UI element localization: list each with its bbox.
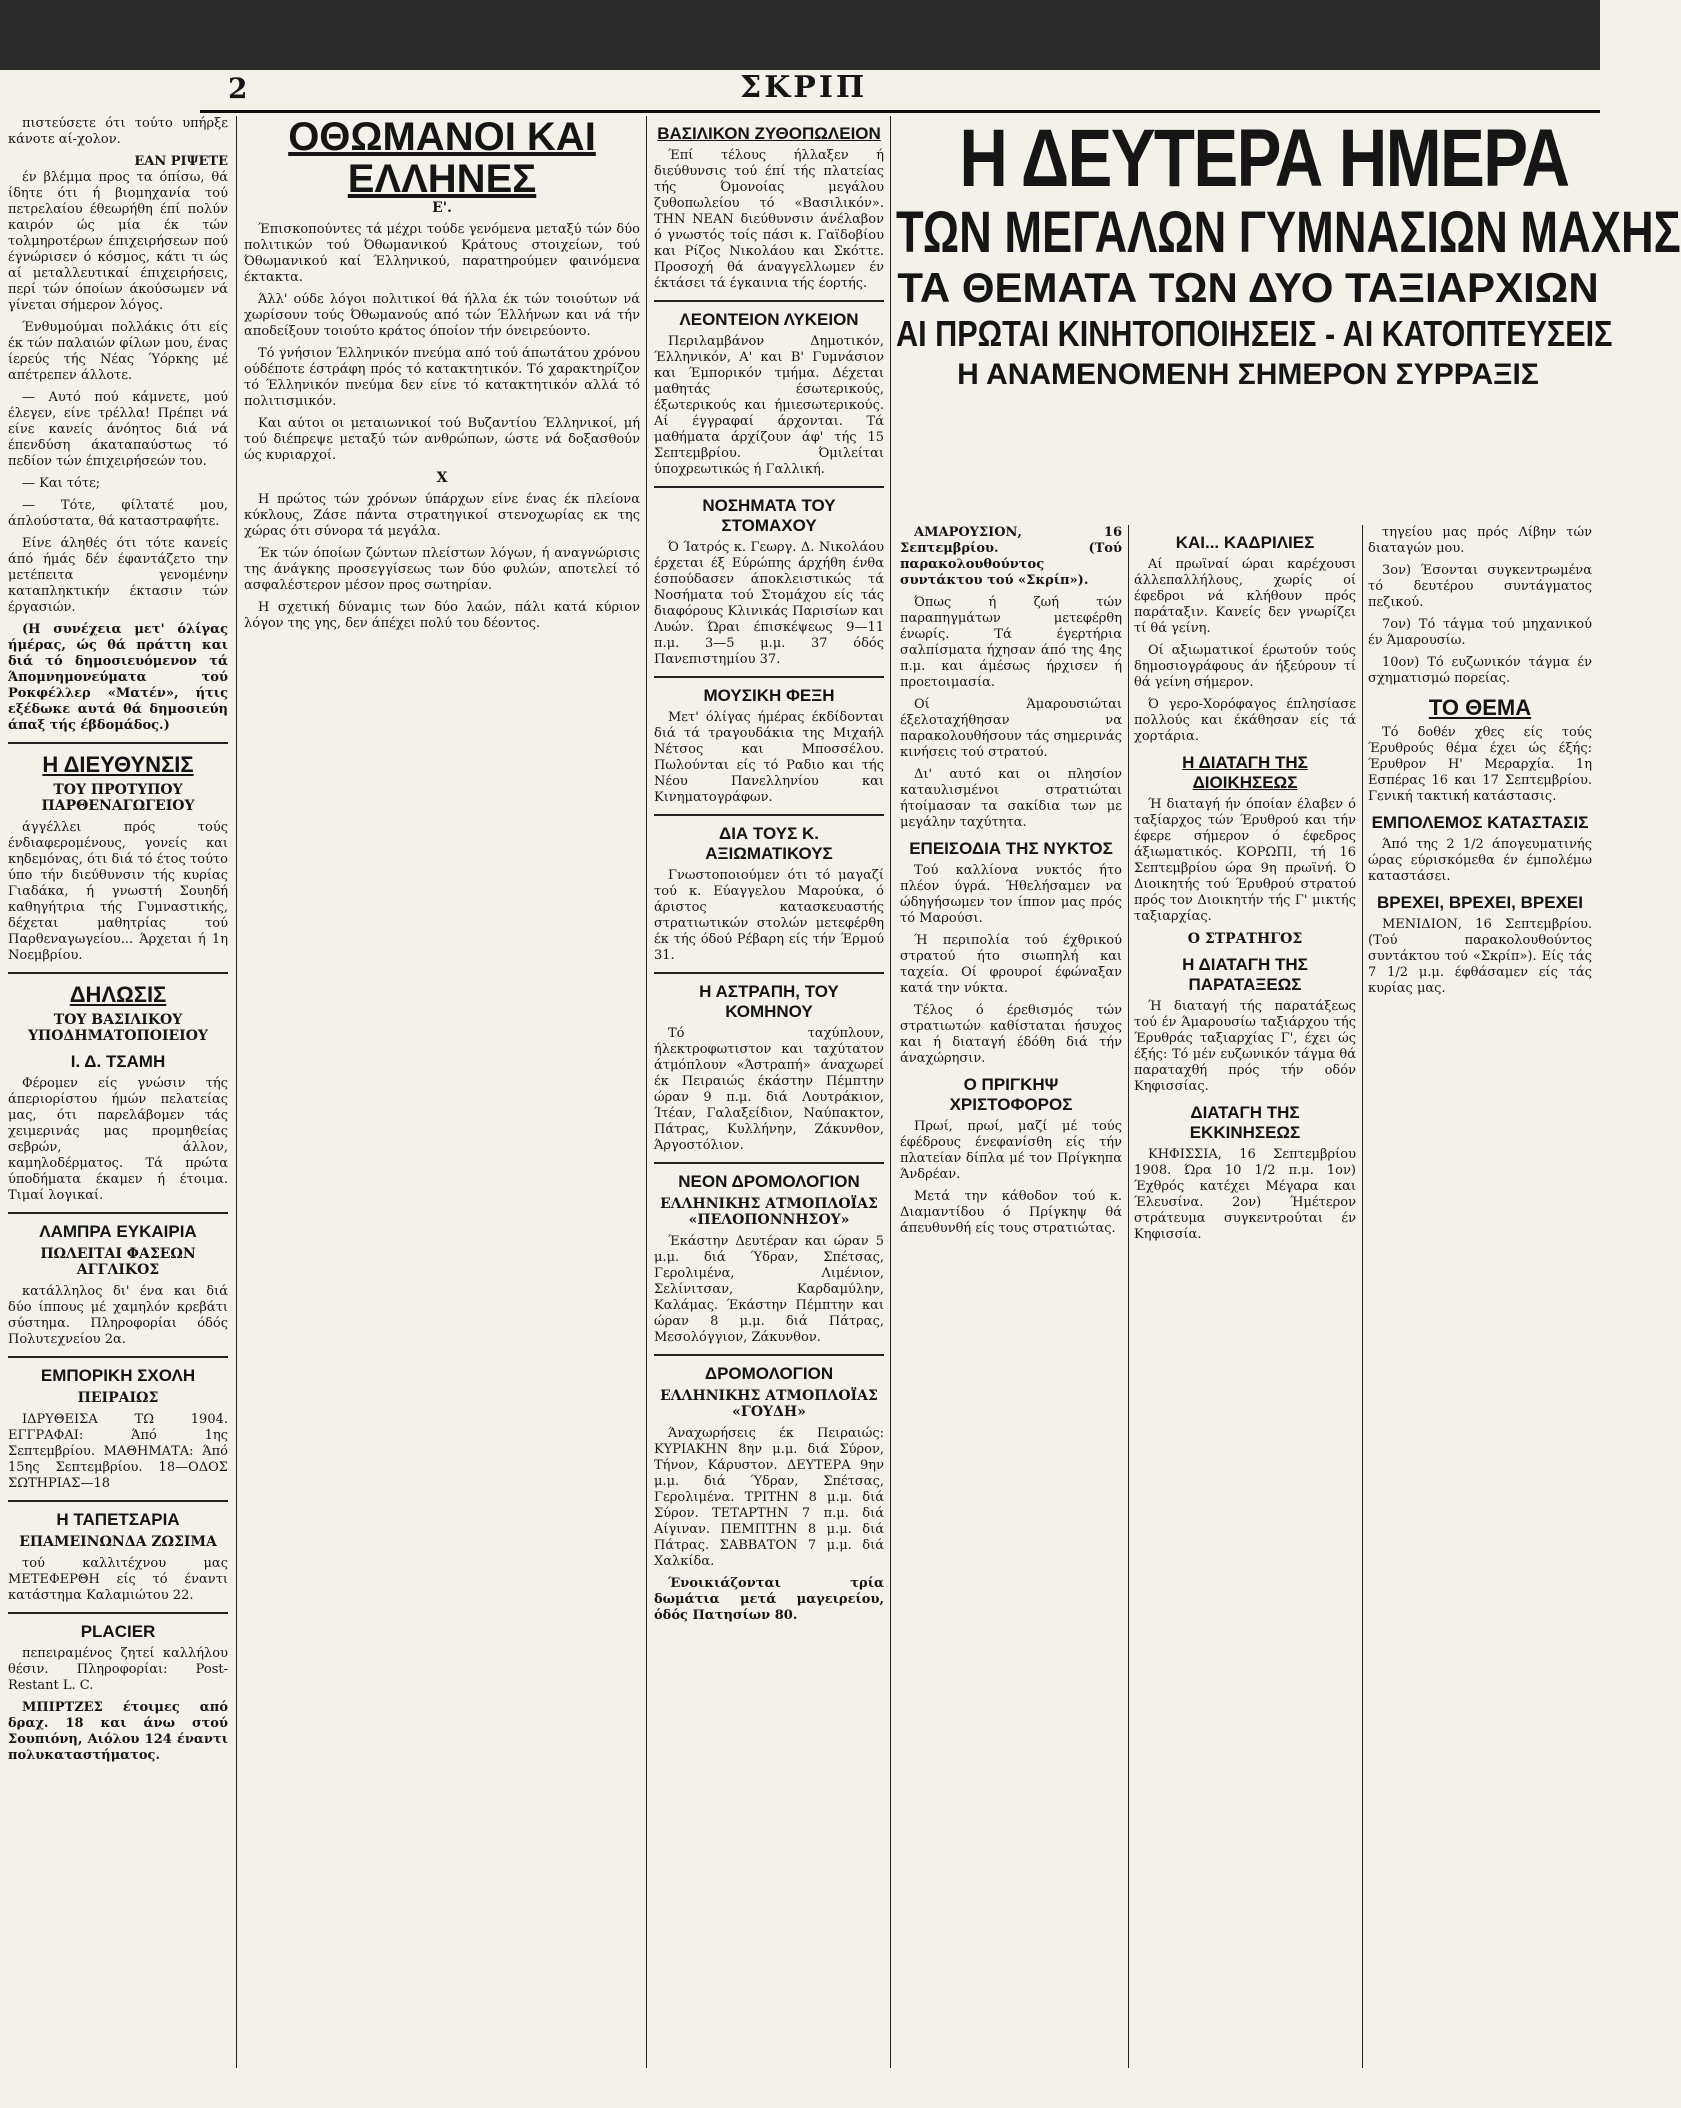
paragraph: — Και τότε; xyxy=(22,476,101,491)
ad-text: τού καλλιτέχνου μας ΜΕΤΕΦΕΡΘΗ είς τό έναντι κατάστημα Καλαμιώτου 22. xyxy=(8,1556,228,1603)
section-text: Ή διαταγή τής παρατάξεως τού έν Άμαρουσίω ταξιάρχου τής Έρυθράς ταξιαρχίας Γ', έχει ώς έξής: Τό μέν ευζωνικόν τάγμα θά παραταχθή πρός τήν οδόν Κηφισσίας. xyxy=(1134,999,1356,1094)
ad-name: Ι. Δ. ΤΣΑΜΗ xyxy=(70,1052,166,1071)
column-rule xyxy=(1128,525,1129,2068)
paragraph: Έπισκοπούντες τά μέχρι τούδε γενόμενα μεταξύ τών δύο πολιτικών τού Όθωμανικού Κράτους στοιχείων, τού Όθωμανικού καί Έλληνικού, παρατηρούμεν φαινόμενα έκτακτα. xyxy=(244,222,640,285)
ad-text: Φέρομεν είς γνώσιν τής άπεριορίστου ήμών πελατείας μας, ότι παρελάβομεν τάς χειμερινάς μας προμηθείας σεβρών, άλλον, καμηλοδέρματος. Τά πρώτα ύποδήματα έκαμεν ή έτοιμα. Τιμαί λογικαί. xyxy=(8,1076,228,1203)
notice: (Η συνέχεια μετ' όλίγας ήμέρας, ώς θά πράττη και διά τό δημοσιευόμενον τά Άπομνημονεύματα τού Ροκφέλλερ «Ματέν», ήτις εξέδωκε αυτά θά δημοσιεύη άπαξ τής έβδομάδος.) xyxy=(8,622,228,733)
ad-text: πεπειραμένος ζητεί καλλήλου θέσιν. Πληροφορίαι: Post-Restant L. C. xyxy=(8,1646,228,1693)
paragraph: Τέλος ό έρεθισμός τών στρατιωτών καθίσταται ήσυχος και ή διαταγή έδόθη διά τήν άναχώρησιν. xyxy=(900,1003,1122,1066)
paragraph: — Τότε, φίλτατέ μου, άπλούστατα, θά καταστραφήτε. xyxy=(8,498,228,529)
paragraph: έν βλέμμα προς τα όπίσω, θά ίδητε ότι ή βιομηχανία τού πετρελαίου έθεωρήθη έπί πολύν καιρόν ώς μία έκ τών τολμηροτέρων έπιχειρήσεων πού έγνώρισεν ό κόσμος, κάτι τι ώς αί μεταλλευτικαί έπιχειρήσεις, περί τών όποίων άκούσωμεν νά γίνεται σήμερον λόγος. xyxy=(8,170,228,313)
paragraph: Οί Άμαρουσιώται έξελοταχήθησαν να παρακολουθήσουν τάς σημερινάς κινήσεις τού στρατού. xyxy=(900,697,1122,760)
ad-text: ΜΠΙΡΤΖΕΣ έτοιμες από δραχ. 18 και άνω στού Σουπιόνη, Αιόλου 124 έναντι πολυκαταστήματος. xyxy=(8,1700,228,1763)
section-title: ΔΙΑΤΑΓΗ ΤΗΣ ΕΚΚΙΝΗΣΕΩΣ xyxy=(1189,1103,1301,1142)
section-title: ΔΡΟΜΟΛΟΓΙΟΝ xyxy=(704,1364,834,1383)
ad-subtitle: ΤΟΥ ΒΑΣΙΛΙΚΟΥ ΥΠΟΔΗΜΑΤΟΠΟΙΕΙΟΥ xyxy=(28,1012,208,1044)
ad-title: Η ΔΙΕΥΘΥΝΣΙΣ xyxy=(42,752,194,777)
ad-text: κατάλληλος δι' ένα και διά δύο ίππους μέ χαμηλόν κρεβάτι σύστημα. Πληροφορίαι όδός Πολυτεχνείου 2α. xyxy=(8,1284,228,1347)
page-number: 2 xyxy=(228,72,248,105)
paragraph: 7ον) Τό τάγμα τού μηχανικού έν Άμαρουσίω. xyxy=(1368,617,1592,648)
ad-text: ΙΔΡΥΘΕΙΣΑ ΤΩ 1904. ΕΓΓΡΑΦΑΙ: Άπό 1ης Σεπτεμβρίου. ΜΑΘΗΜΑΤΑ: Άπό 15ης Σεπτεμβρίου. 18—ΟΔΟΣ ΣΩΤΗΡΙΑΣ—18 xyxy=(8,1412,228,1491)
section-text: Τό δοθέν χθες είς τούς Έρυθρούς θέμα έχει ώς έξής: Έρυθρον Η' Μεραρχία. 1η Εσπέρας 16 και 17 Σεπτεμβρίου. Γενική τακτική κατάστασις. xyxy=(1368,725,1592,804)
section-signature: Χ xyxy=(436,470,448,486)
signature: Ο ΣΤΡΑΤΗΓΟΣ xyxy=(1187,931,1303,947)
section-text: Έκάστην Δευτέραν και ώραν 5 μ.μ. διά Ύδραν, Σπέτσας, Γερολιμένα, Λιμένιον, Σελίνιτσαν, Καρδαμύλην, Καλάμας. Έκάστην Πέμπτην και ώραν 8 μ.μ. διά Πάτρας, Μεσολόγγιον, Ζάκυνθον. xyxy=(654,1234,884,1345)
divider xyxy=(8,1500,228,1502)
section-text: Μετ' όλίγας ήμέρας έκδίδονται διά τά τραγουδάκια της Μιχαήλ Νέτσος και Μποσσέλου. Πωλούνται είς τό Ραδιο και τής Νέου Πανελληνίου και Κινηματογράφων. xyxy=(654,710,884,805)
divider xyxy=(654,676,884,678)
paragraph: 3ον) Έσονται συγκεντρωμένα τό δευτέρου συντάγματος πεζικού. xyxy=(1368,563,1592,610)
section-number: Ε'. xyxy=(432,200,452,216)
main-headline-block xyxy=(896,113,1681,516)
ad-title: ΔΗΛΩΣΙΣ xyxy=(69,982,167,1007)
masthead: ΣΚΡΙΠ xyxy=(740,70,868,105)
ad-title: Η ΤΑΠΕΤΣΑΡΙΑ xyxy=(56,1510,180,1529)
paragraph: 10ον) Τό ευζωνικόν τάγμα έν σχηματισμώ πορείας. xyxy=(1368,655,1592,686)
section-text: Γνωστοποιούμεν ότι τό μαγαζί τού κ. Εύαγγελου Μαρούκα, ό άριστος κατασκευαστής στρατιωτικών στολών μετεφέρθη έκ τής όδού Ρέβαρη είς τήν Έρμού 31. xyxy=(654,868,884,963)
section-title: ΒΡΕΧΕΙ, ΒΡΕΧΕΙ, ΒΡΕΧΕΙ xyxy=(1377,893,1583,912)
classified-ad: Ένοικιάζονται τρία δωμάτια μετά μαγειρείου, όδός Πατησίων 80. xyxy=(654,1576,884,1623)
section-title: Η ΔΙΑΤΑΓΗ ΤΗΣ ΔΙΟΙΚΗΣΕΩΣ xyxy=(1182,753,1308,792)
section-text: Περιλαμβάνον Δημοτικόν, Έλληνικόν, Α' και Β' Γυμνάσιον και Έμπορικόν τμήμα. Δέχεται μαθητάς έσωτερικούς, έξωτερικούς και ήμιεσωτερικούς. Αί έγγραφαί άρχονται. Τά μαθήματα άρχίζουν άφ' τής 15 Σεπτεμβρίου. Όμιλείται ύποχρεωτικώς ή Γαλλική. xyxy=(654,334,884,477)
paragraph: Και αύτοι οι μεταιωνικοί τού Βυζαντίου Έλληνικοί, μή τού διέπρεψε μεταξύ τών ανθρώπων, ώστε νά δοξασθούν ώς κυριαρχοί. xyxy=(244,416,640,463)
paragraph: Πρωί, πρωί, μαζί μέ τούς έφέδρους ένεφανίσθη είς τήν πλατείαν δίπλα μέ τον Πρίγκηπα Άνδρέαν. xyxy=(900,1119,1122,1182)
paragraph: Ένθυμούμαι πολλάκις ότι είς έκ τών παλαιών φίλων μου, ένας ίερεύς τής Νέας Ύόρκης μέ απέτρεπεν άλλοτε. xyxy=(8,320,228,383)
paragraph: Ή περιπολία τού έχθρικού στρατού ήτο σιωπηλή και ταχεία. Οί φρουροί έφώναξαν κατά την νύκτα. xyxy=(900,933,1122,996)
section-text: ΜΕΝΙΔΙΟΝ, 16 Σεπτεμβρίου. (Τού παρακολουθούντος συντάκτου τού «Σκρίπ»). Είς τάς 7 1/2 μ.μ. έφθάσαμεν είς τάς κυρίας μας. xyxy=(1368,917,1592,996)
section-title: ΤΟ ΘΕΜΑ xyxy=(1428,695,1532,720)
headline-kicker: ΑΙ ΠΡΩΤΑΙ ΚΙΝΗΤΟΠΟΙΗΣΕΙΣ - ΑΙ ΚΑΤΟΠΤΕΥΣΕΙΣ xyxy=(896,313,1613,354)
column-3 xyxy=(654,116,884,2068)
section-text: Άναχωρήσεις έκ Πειραιώς: ΚΥΡΙΑΚΗΝ 8ην μ.μ. διά Σύρον, Τήνον, Κάρυστον. ΔΕΥΤΕΡΑ 9ην μ.μ. διά Ύδραν, Σπέτσας, Γερολιμένα. ΤΡΙΤΗΝ 8 μ.μ. διά Σύρον. ΤΕΤΑΡΤΗΝ 7 π.μ. διά Αίγιναν. ΠΕΜΠΤΗΝ 8 μ.μ. διά Πάτρας. ΣΑΒΒΑΤΟΝ 7 μ.μ. διά Χαλκίδα. xyxy=(654,1426,884,1569)
section-title: ΜΟΥΣΙΚΗ ΦΕΞΗ xyxy=(703,686,835,705)
section-title: ΝΟΣΗΜΑΤΑ ΤΟΥ ΣΤΟΜΑΧΟΥ xyxy=(702,496,836,535)
ad-title: PLACIER xyxy=(80,1622,156,1641)
divider xyxy=(8,742,228,744)
column-rule xyxy=(646,116,647,2068)
paragraph: Η σχετική δύναμις των δύο λαών, πάλι κατά κύριον λόγον της γης, δεν άπέχει πολύ του δέοντος. xyxy=(244,600,640,631)
paragraph: Έκ τών όποίων ζώντων πλείστων λόγων, ή αναγνώρισις της άνάγκης προσεγγίσεως των δύο φυλών, αποτελεί τό ασφαλέστερον μέσον προς σωτηρίαν. xyxy=(244,546,640,593)
ad-subtitle: ΕΠΑΜΕΙΝΩΝΔΑ ΖΩΣΙΜΑ xyxy=(19,1534,217,1550)
paragraph: Είνε άληθές ότι τότε κανείς άπό ήμάς δέν έφαντάζετο την μετέπειτα γενομένην καταπληκτικήν έκτασιν τών έργασιών. xyxy=(8,536,228,615)
ad-text: άγγέλλει πρός τούς ένδιαφερομένους, γονείς και κηδεμόνας, ότι διά τό έτος τούτο ύπο τήν διεύθυνσιν τής κυρίας Γιαδάκα, ή γνωστή Σουηδή καθηγήτρια τής Γυμναστικής, δέχεται μαθητρίας τού Παρθεναγωγείου... Άρχεται ή 1η Νοεμβρίου. xyxy=(8,820,228,963)
section-text: ΚΗΦΙΣΣΙΑ, 16 Σεπτεμβρίου 1908. Ώρα 10 1/2 π.μ. 1ον) Έχθρός κατέχει Μέγαρα και Έλευσίνα. 2ον) Ήμέτερον στράτευμα συγκεντρούται έν Κηφισσία. xyxy=(1134,1147,1356,1242)
column-2 xyxy=(244,116,640,2068)
column-1 xyxy=(8,116,228,2068)
section-subtitle: ΕΛΛΗΝΙΚΗΣ ΑΤΜΟΠΛΟΪΑΣ «ΠΕΛΟΠΟΝΝΗΣΟΥ» xyxy=(660,1196,878,1228)
divider xyxy=(654,1354,884,1356)
divider xyxy=(654,486,884,488)
section-title: Η ΔΙΑΤΑΓΗ ΤΗΣ ΠΑΡΑΤΑΞΕΩΣ xyxy=(1182,955,1308,994)
divider xyxy=(654,1162,884,1164)
headline-main: Η ΔΕΥΤΕΡΑ ΗΜΕΡΑ xyxy=(959,113,1569,204)
ad-subtitle: ΠΕΙΡΑΙΩΣ xyxy=(77,1390,159,1406)
section-title: ΕΜΠΟΛΕΜΟΣ ΚΑΤΑΣΤΑΣΙΣ xyxy=(1371,813,1589,832)
divider xyxy=(8,972,228,974)
section-title: Ο ΠΡΙΓΚΗΨ ΧΡΙΣΤΟΦΟΡΟΣ xyxy=(949,1075,1073,1114)
paragraph: Τό γνήσιον Έλληνικόν πνεύμα από τού άπωτάτου χρόνου ούδέποτε έστράφη πρός τό κατακτητικόν. Τό χαρακτηρίζον τό Έλληνικόν πνεύμα δεν είνε τό κατακτητικόν αλλά τό πολιτισμικόν. xyxy=(244,346,640,409)
section-title: ΔΙΑ ΤΟΥΣ Κ. ΑΞΙΩΜΑΤΙΚΟΥΣ xyxy=(705,824,833,863)
section-title: ΕΠΕΙΣΟΔΙΑ ΤΗΣ ΝΥΚΤΟΣ xyxy=(909,839,1113,858)
main-column-2 xyxy=(1134,525,1356,2068)
divider xyxy=(8,1212,228,1214)
dateline: ΑΜΑΡΟΥΣΙΟΝ, 16 Σεπτεμβρίου. (Τού παρακολουθούντος συντάκτου τού «Σκρίπ»). xyxy=(900,525,1122,588)
divider xyxy=(654,300,884,302)
section-text: Ή διαταγή ήν όποίαν έλαβεν ό ταξίαρχος τών Έρυθρού και τήν έφερε σήμερον ό έφεδρος άξιωματικός. ΚΟΡΩΠΙ, τή 16 Σεπτεμβρίου ώρα 9η πρωϊνή. Ό Διοικητής τού Έρυθρού στρατού πρός τον Διοικητήν τής Γ' μικτής ταξιαρχίας. xyxy=(1134,797,1356,924)
paragraph: Δι' αυτό και οι πλησίον καταυλισμένοι στρατιώται ήτοίμασαν τα σακίδια των με μεγάλην ταχύτητα. xyxy=(900,767,1122,830)
section-text: Τό ταχύπλουν, ήλεκτροφωτιστον και ταχύτατον άτμόπλουν «Άστραπή» άναχωρεί έκ Πειραιώς έκάστην Πέμπτην ώραν 9 π.μ. διά Λουτράκιον, Ίτέαν, Γαλαξείδιον, Ναύπακτον, Πάτρας, Κυλλήνην, Ζάκυνθον, Άργοστόλιον. xyxy=(654,1026,884,1153)
section-title: ΒΑΣΙΛΙΚΟΝ ΖΥΘΟΠΩΛΕΙΟΝ xyxy=(657,124,881,143)
headline-tertiary: ΤΑ ΘΕΜΑΤΑ ΤΩΝ ΔΥΟ ΤΑΞΙΑΡΧΙΩΝ xyxy=(897,264,1599,311)
continued-text: πιστεύσετε ότι τούτο υπήρξε κάνοτε αί-χολον. xyxy=(8,116,228,147)
paragraph: Τού καλλίονα νυκτός ήτο πλέον ύγρά. Ήθελήσαμεν να ώδηγήσωμεν τον ίππον μας πρός τό Μαρούσι. xyxy=(900,863,1122,926)
main-column-1 xyxy=(900,525,1122,2068)
article-title: ΕΑΝ ΡΙΨΕΤΕ xyxy=(134,154,228,169)
paragraph: Μετά την κάθοδον τού κ. Διαμαντίδου ό Πρίγκηψ θά άπευθυνθή είς τους στρατιώτας. xyxy=(900,1189,1122,1236)
paragraph: Αί πρωϊναί ώραι καρέχουσι άλλεπαλλήλους, χωρίς οί έφεδροι νά κλήθουν πρός παράταξιν. Κανείς δεν γνωρίζει τί θά γείνη. xyxy=(1134,557,1356,636)
section-title: ΚΑΙ... ΚΑΔΡΙΛΙΕΣ xyxy=(1175,533,1315,552)
headline-secondary: ΤΩΝ ΜΕΓΑΛΩΝ ΓΥΜΝΑΣΙΩΝ ΜΑΧΗΣ xyxy=(896,200,1681,265)
section-title: ΛΕΟΝΤΕΙΟΝ ΛΥΚΕΙΟΝ xyxy=(679,310,859,329)
paragraph: Ό γερο-Χορόφαγος έπλησίασε πολλούς και έκάθησαν είς τά χορτάρια. xyxy=(1134,697,1356,744)
ad-subtitle: ΠΩΛΕΙΤΑΙ ΦΑΣΕΩΝ ΑΓΓΛΙΚΟΣ xyxy=(40,1246,196,1278)
column-rule xyxy=(890,116,891,2068)
divider xyxy=(8,1612,228,1614)
section-subtitle: ΕΛΛΗΝΙΚΗΣ ΑΤΜΟΠΛΟΪΑΣ «ΓΟΥΔΗ» xyxy=(660,1388,878,1420)
divider xyxy=(8,1356,228,1358)
section-title: Η ΑΣΤΡΑΠΗ, ΤΟΥ ΚΟΜΗΝΟΥ xyxy=(699,982,839,1021)
divider xyxy=(654,814,884,816)
column-rule xyxy=(236,116,237,2068)
main-column-3 xyxy=(1368,525,1592,2068)
ad-title: ΛΑΜΠΡΑ ΕΥΚΑΙΡΙΑ xyxy=(39,1222,197,1241)
paragraph: — Αυτό πού κάμνετε, μού έλεγεν, είνε τρέλλα! Πρέπει νά είνε κανείς άνόητος διά νά έπενδύση άκαταπαύστως τό πεδίον τών έπιχειρήσεών του. xyxy=(8,390,228,469)
ad-subtitle: ΤΟΥ ΠΡΟΤΥΠΟΥ ΠΑΡΘΕΝΑΓΩΓΕΙΟΥ xyxy=(41,782,195,814)
section-text: Άπό της 2 1/2 άπογευματινής ώρας εύρισκόμεθα έν έμπολέμω καταστάσει. xyxy=(1368,837,1592,884)
paragraph: Άλλ' ούδε λόγοι πολιτικοί θά ήλλα έκ τών τοιούτων νά χωρίσουν τούς Όθωμανούς από τών Έλλήνων και νά τήν αποδείξουν τοιούτο κράτος όποίον τήν όνειρεύοντο. xyxy=(244,292,640,339)
section-title: ΝΕΟΝ ΔΡΟΜΟΛΟΓΙΟΝ xyxy=(678,1172,860,1191)
paragraph: Η πρώτος τών χρόνων ύπάρχων είνε ένας έκ πλείονα κύκλους, Ζάσε πάντα στρατηγικοί στενοχωρίας εκ της χώρας ότι σύνορα τά μεγάλα. xyxy=(244,492,640,539)
column-rule xyxy=(1362,525,1363,2068)
paragraph: τηγείου μας πρός Λίβην τών διαταγών μου. xyxy=(1368,525,1592,556)
ad-title: ΕΜΠΟΡΙΚΗ ΣΧΟΛΗ xyxy=(40,1366,196,1385)
headline-sub: Η ΑΝΑΜΕΝΟΜΕΝΗ ΣΗΜΕΡΟΝ ΣΥΡΡΑΞΙΣ xyxy=(957,358,1539,391)
section-text: Ό Ίατρός κ. Γεωργ. Δ. Νικολάου έρχεται έξ Εύρώπης άρχήθη ένθα έσπούδασεν άποκλειστικώς τά Νοσήματα τού Στομάχου είς τάς διαφόρους Κλινικάς Παρισίων και Λυών. Ώραι έπισκέψεως 9—11 π.μ. 3—5 μ.μ. 37 όδός Πανεπιστημίου 37. xyxy=(654,540,884,667)
paragraph: Όπως ή ζωή τών παραπηγμάτων μετεφέρθη ένωρίς. Τά έγερτήρια σαλπίσματα ήχησαν άπό της 4ης π.μ. και άμέσως ήρχισεν ή προετοιμασία. xyxy=(900,595,1122,690)
paragraph: Οί αξιωματικοί έρωτούν τούς δημοσιογράφους άν ήξεύρουν τί θά γείνη σήμερον. xyxy=(1134,643,1356,690)
section-text: Έπί τέλους ήλλαξεν ή διεύθυνσις τού έπί τής πλατείας τής Όμονοίας μεγάλου ζυθοπωλείου τό «Βασιλικόν». ΤΗΝ ΝΕΑΝ διεύθυνσιν άνέλαβον ό γνωστός τοίς πάσι κ. Γαϊδοβίου και Ρίζος Νικολάου και Σκόττε. Προσοχή θά άναγγελλωμεν έν έκτάσει τά έγκαινια τής έορτής. xyxy=(654,148,884,291)
page-header xyxy=(200,70,1600,113)
divider xyxy=(654,972,884,974)
article-title: ΟΘΩΜΑΝΟΙ ΚΑΙ ΕΛΛΗΝΕΣ xyxy=(288,115,596,201)
scan-top-band xyxy=(0,0,1600,70)
